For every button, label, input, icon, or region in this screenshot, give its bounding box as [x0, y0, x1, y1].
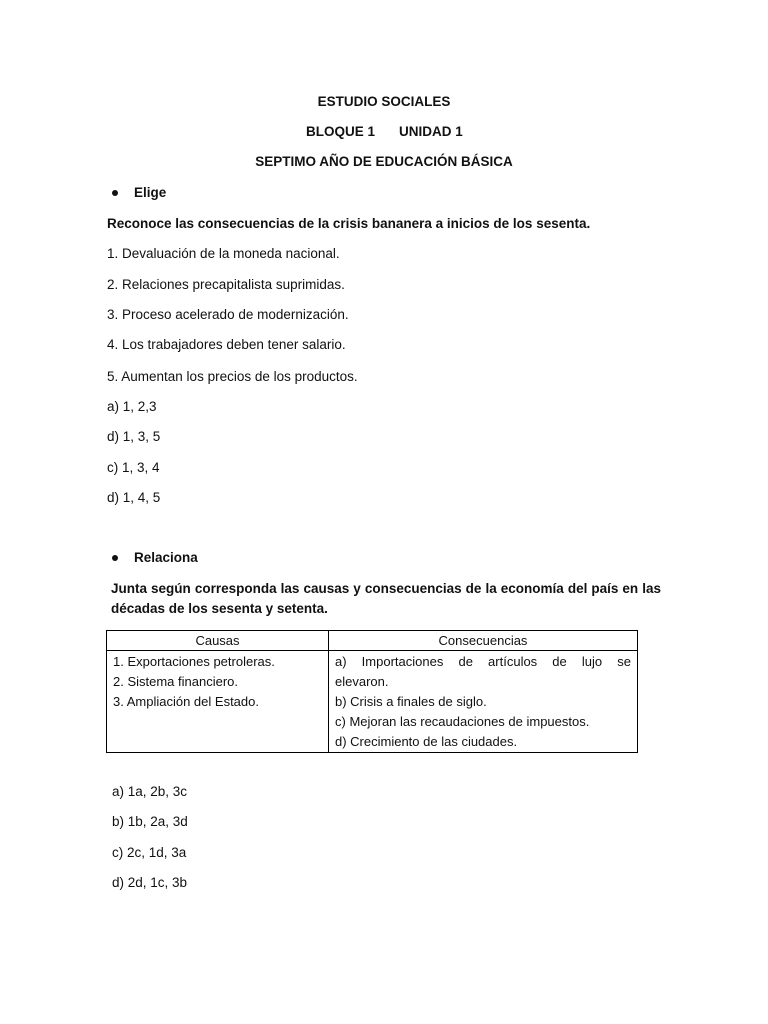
cause-item: 3. Ampliación del Estado.	[113, 694, 259, 709]
answer-option: d) 1, 3, 5	[107, 429, 161, 444]
answer-option: c) 2c, 1d, 3a	[112, 845, 187, 860]
list-item: 5. Aumentan los precios de los productos.	[107, 369, 358, 384]
list-item: 3. Proceso acelerado de modernización.	[107, 307, 349, 322]
section-relaciona-question	[111, 579, 661, 619]
list-item: 1. Devaluación de la moneda nacional.	[107, 246, 340, 261]
column-header-consequences: Consecuencias	[329, 631, 638, 651]
section-elige-question: Reconoce las consecuencias de la crisis bananera a inicios de los sesenta.	[107, 216, 591, 231]
cause-item: 2. Sistema financiero.	[113, 674, 239, 689]
consequence-item: elevaron.	[335, 674, 389, 689]
unidad-label: UNIDAD 1	[399, 124, 463, 139]
answer-option: d) 1, 4, 5	[107, 490, 161, 505]
consequences-cell	[329, 651, 638, 753]
section-elige-heading: Elige	[134, 185, 167, 200]
question-line: Junta según corresponda las causas y consecuencias de la economía del país en las	[111, 581, 661, 596]
question-line: décadas de los sesenta y setenta.	[111, 601, 328, 616]
list-item: 4. Los trabajadores deben tener salario.	[107, 337, 346, 352]
causes-consequences-table	[106, 630, 638, 753]
answer-option: d) 2d, 1c, 3b	[112, 875, 188, 890]
column-header-causes: Causas	[107, 631, 329, 651]
bullet-icon	[112, 190, 118, 196]
answer-option: a) 1a, 2b, 3c	[112, 784, 188, 799]
bullet-icon	[112, 555, 118, 561]
answer-option: b) 1b, 2a, 3d	[112, 814, 188, 829]
doc-title: ESTUDIO SOCIALES	[317, 94, 451, 109]
grade-label: SEPTIMO AÑO DE EDUCACIÓN BÁSICA	[255, 154, 513, 169]
cause-item: 1. Exportaciones petroleras.	[113, 654, 275, 669]
consequence-item: b) Crisis a finales de siglo.	[335, 694, 487, 709]
section-relaciona-heading: Relaciona	[134, 550, 198, 565]
answer-option: c) 1, 3, 4	[107, 460, 160, 475]
list-item: 2. Relaciones precapitalista suprimidas.	[107, 277, 345, 292]
answer-option: a) 1, 2,3	[107, 399, 157, 414]
consequence-item: c) Mejoran las recaudaciones de impuestos.	[335, 714, 590, 729]
table-row	[107, 651, 638, 753]
consequence-item: d) Crecimiento de las ciudades.	[335, 734, 518, 749]
consequence-item: a) Importaciones de artículos de lujo se	[335, 654, 631, 669]
table-header-row	[107, 631, 638, 651]
causes-cell	[107, 651, 329, 753]
bloque-label: BLOQUE 1	[306, 124, 376, 139]
